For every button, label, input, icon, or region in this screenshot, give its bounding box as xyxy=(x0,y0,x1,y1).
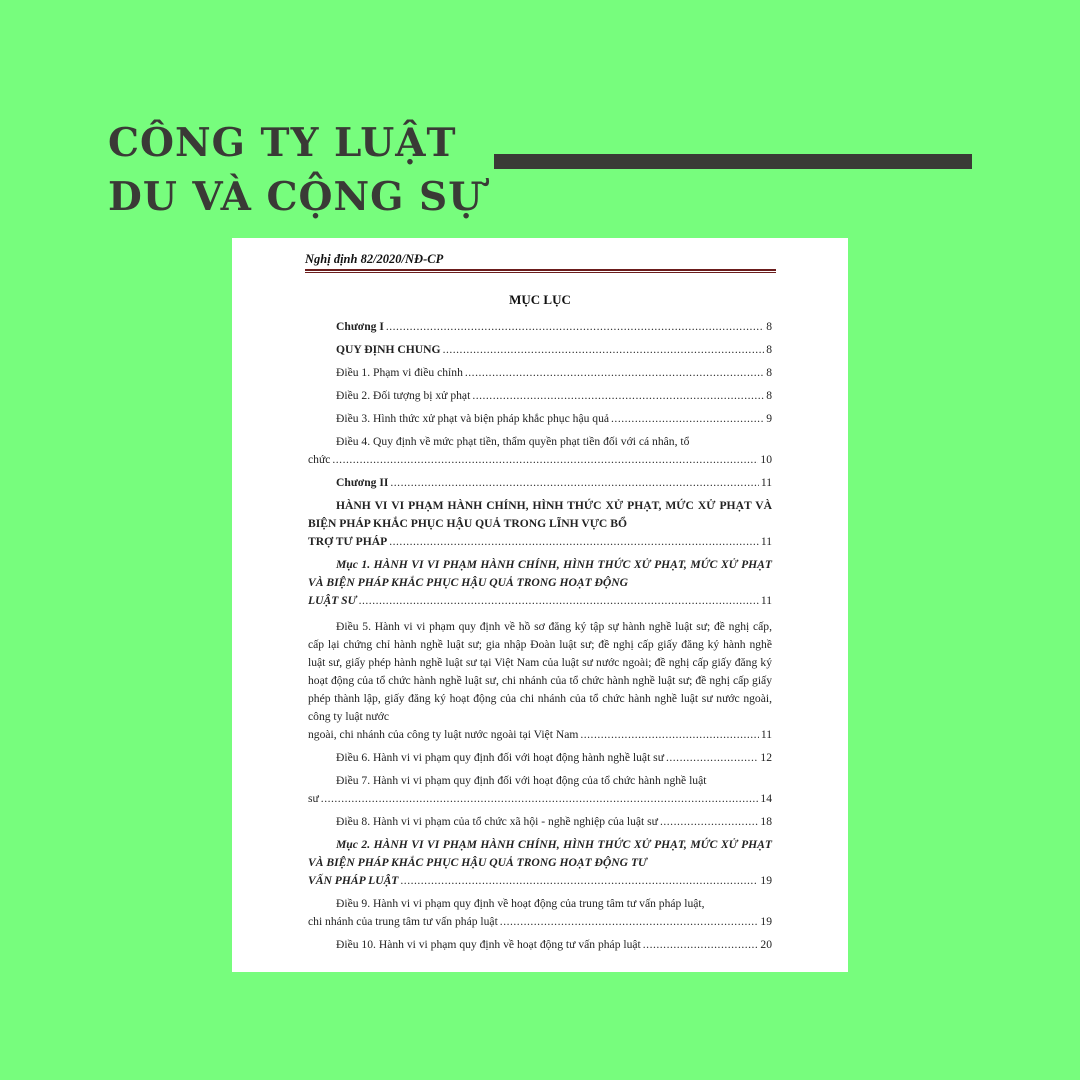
decorative-bar xyxy=(494,154,972,169)
toc-entry: Điều 8. Hành vi vi phạm của tổ chức xã hội - nghề nghiệp của luật sư ..... 18 xyxy=(308,813,772,831)
toc-title: MỤC LỤC xyxy=(509,292,571,307)
toc-entry: Điều 1. Phạm vi điều chỉnh ..... 8 xyxy=(308,364,772,382)
toc-entry: Điều 9. Hành vi vi phạm quy định về hoạt động của trung tâm tư vấn pháp luật, chi nhánh của trung tâm tư vấn pháp luật ..... 19 xyxy=(308,895,772,931)
toc-entry: Điều 3. Hình thức xử phạt và biện pháp khắc phục hậu quả ..... 9 xyxy=(308,410,772,428)
toc-entry: Điều 2. Đối tượng bị xử phạt ..... 8 xyxy=(308,387,772,405)
header-rule xyxy=(305,269,776,271)
toc-entry: Điều 10. Hành vi vi phạm quy định về hoạt động tư vấn pháp luật ..... 20 xyxy=(308,936,772,954)
header-rule-thin xyxy=(305,272,776,273)
brand-title xyxy=(108,116,483,224)
table-of-contents xyxy=(308,318,772,954)
toc-entry: Mục 2. HÀNH VI VI PHẠM HÀNH CHÍNH, HÌNH THỨC XỬ PHẠT, MỨC XỬ PHẠT VÀ BIỆN PHÁP KHẮC PHỤC HẬU QUẢ TRONG HOẠT ĐỘNG TƯ VẤN PHÁP LUẬT ..... 19 xyxy=(308,836,772,890)
document-page xyxy=(232,238,848,972)
toc-entry: QUY ĐỊNH CHUNG ..... 8 xyxy=(308,341,772,359)
toc-entry: Chương I ..... 8 xyxy=(308,318,772,336)
document-header: Nghị định 82/2020/NĐ-CP xyxy=(305,252,444,266)
toc-entry: HÀNH VI VI PHẠM HÀNH CHÍNH, HÌNH THỨC XỬ PHẠT, MỨC XỬ PHẠT VÀ BIỆN PHÁP KHẮC PHỤC HẬU QUẢ TRONG LĨNH VỰC BỔ TRỢ TƯ PHÁP ..... 11 xyxy=(308,497,772,551)
toc-entry: Điều 7. Hành vi vi phạm quy định đối với hoạt động của tổ chức hành nghề luật sư ..... 14 xyxy=(308,772,772,808)
toc-entry: Chương II ..... 11 xyxy=(308,474,772,492)
brand-line-1: CÔNG TY LUẬT xyxy=(108,120,457,166)
brand-line-2: DU VÀ CỘNG SỰ xyxy=(108,174,484,220)
toc-entry: Điều 4. Quy định về mức phạt tiền, thẩm quyền phạt tiền đối với cá nhân, tổ chức ..... 10 xyxy=(308,433,772,469)
toc-entry: Điều 6. Hành vi vi phạm quy định đối với hoạt động hành nghề luật sư ..... 12 xyxy=(308,749,772,767)
toc-entry: Mục 1. HÀNH VI VI PHẠM HÀNH CHÍNH, HÌNH THỨC XỬ PHẠT, MỨC XỬ PHẠT VÀ BIỆN PHÁP KHẮC PHỤC HẬU QUẢ TRONG HOẠT ĐỘNG LUẬT SƯ ..... 11 xyxy=(308,556,772,610)
toc-entry: Điều 5. Hành vi vi phạm quy định về hồ sơ đăng ký tập sự hành nghề luật sư; đề nghị cấp, cấp lại chứng chỉ hành nghề luật sư; gia nhập Đoàn luật sư; đề nghị cấp giấy đăng ký hành nghề luật sư, giấy phép hành nghề luật sư tại Việt Nam của luật sư nước ngoài; đề nghị cấp giấy đăng ký hoạt động của tổ chức hành nghề luật sư, chi nhánh của tổ chức hành nghề luật sư; đề nghị cấp giấy phép thành lập, giấy đăng ký hoạt động của chi nhánh của tổ chức hành nghề luật sư nước ngoài, công ty luật nước ngoài, chi nhánh của công ty luật nước ngoài tại Việt Nam ..... 11 xyxy=(308,618,772,744)
